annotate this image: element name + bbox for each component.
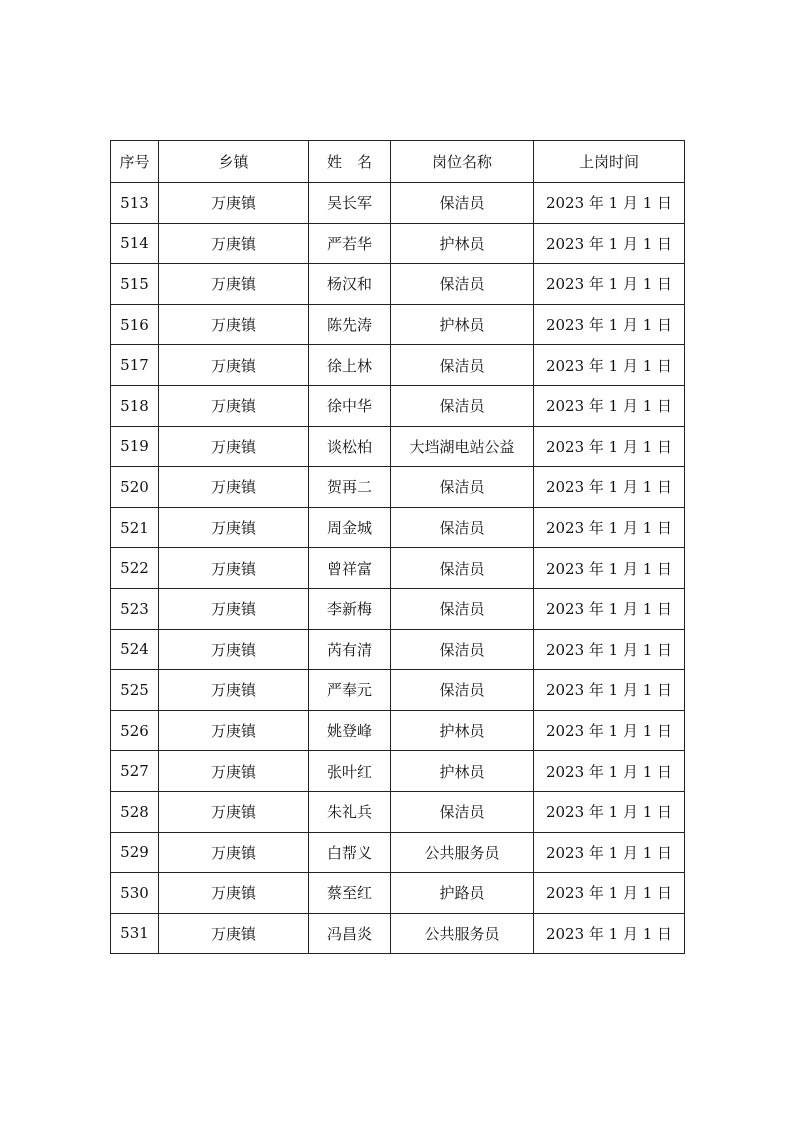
cell-serial-number: 523 [111, 588, 159, 629]
cell-start-date: 2023 年 1 月 1 日 [534, 426, 685, 467]
cell-position: 公共服务员 [391, 832, 534, 873]
cell-position: 护路员 [391, 873, 534, 914]
cell-township: 万庚镇 [159, 913, 309, 954]
cell-name: 徐上林 [309, 345, 391, 386]
cell-name: 蔡至红 [309, 873, 391, 914]
cell-name: 冯昌炎 [309, 913, 391, 954]
cell-start-date: 2023 年 1 月 1 日 [534, 791, 685, 832]
cell-position: 保洁员 [391, 507, 534, 548]
cell-name: 陈先涛 [309, 304, 391, 345]
header-serial-number: 序号 [111, 141, 159, 183]
cell-position: 保洁员 [391, 629, 534, 670]
table-row [111, 223, 685, 264]
cell-position: 护林员 [391, 710, 534, 751]
cell-start-date: 2023 年 1 月 1 日 [534, 507, 685, 548]
cell-name: 徐中华 [309, 385, 391, 426]
cell-serial-number: 527 [111, 751, 159, 792]
cell-township: 万庚镇 [159, 385, 309, 426]
cell-serial-number: 526 [111, 710, 159, 751]
table-header [111, 141, 685, 183]
cell-township: 万庚镇 [159, 548, 309, 589]
cell-serial-number: 517 [111, 345, 159, 386]
table-row [111, 304, 685, 345]
cell-start-date: 2023 年 1 月 1 日 [534, 588, 685, 629]
header-start-date: 上岗时间 [534, 141, 685, 183]
cell-serial-number: 525 [111, 670, 159, 711]
cell-serial-number: 524 [111, 629, 159, 670]
cell-name: 曾祥富 [309, 548, 391, 589]
cell-position: 保洁员 [391, 467, 534, 508]
cell-start-date: 2023 年 1 月 1 日 [534, 304, 685, 345]
cell-name: 贺再二 [309, 467, 391, 508]
cell-name: 芮有清 [309, 629, 391, 670]
table-row [111, 629, 685, 670]
cell-start-date: 2023 年 1 月 1 日 [534, 223, 685, 264]
header-name: 姓 名 [309, 141, 391, 183]
cell-name: 严若华 [309, 223, 391, 264]
cell-serial-number: 515 [111, 264, 159, 305]
cell-start-date: 2023 年 1 月 1 日 [534, 913, 685, 954]
cell-name: 张叶红 [309, 751, 391, 792]
cell-position: 保洁员 [391, 670, 534, 711]
table-row [111, 345, 685, 386]
table-row [111, 670, 685, 711]
cell-township: 万庚镇 [159, 507, 309, 548]
cell-township: 万庚镇 [159, 264, 309, 305]
table-row [111, 264, 685, 305]
cell-serial-number: 531 [111, 913, 159, 954]
table-row [111, 913, 685, 954]
cell-position: 保洁员 [391, 264, 534, 305]
table-row [111, 467, 685, 508]
cell-position: 护林员 [391, 304, 534, 345]
cell-serial-number: 518 [111, 385, 159, 426]
cell-township: 万庚镇 [159, 751, 309, 792]
table-row [111, 832, 685, 873]
cell-start-date: 2023 年 1 月 1 日 [534, 873, 685, 914]
cell-position: 护林员 [391, 751, 534, 792]
cell-start-date: 2023 年 1 月 1 日 [534, 629, 685, 670]
cell-start-date: 2023 年 1 月 1 日 [534, 670, 685, 711]
cell-position: 公共服务员 [391, 913, 534, 954]
cell-serial-number: 514 [111, 223, 159, 264]
cell-township: 万庚镇 [159, 873, 309, 914]
cell-name: 杨汉和 [309, 264, 391, 305]
table-row [111, 873, 685, 914]
table-row [111, 548, 685, 589]
cell-name: 白帮义 [309, 832, 391, 873]
cell-position: 大垱湖电站公益 [391, 426, 534, 467]
cell-position: 保洁员 [391, 183, 534, 224]
cell-serial-number: 513 [111, 183, 159, 224]
cell-position: 保洁员 [391, 791, 534, 832]
table-row [111, 507, 685, 548]
cell-start-date: 2023 年 1 月 1 日 [534, 385, 685, 426]
cell-start-date: 2023 年 1 月 1 日 [534, 751, 685, 792]
cell-township: 万庚镇 [159, 345, 309, 386]
cell-township: 万庚镇 [159, 304, 309, 345]
cell-serial-number: 528 [111, 791, 159, 832]
cell-name: 朱礼兵 [309, 791, 391, 832]
cell-position: 保洁员 [391, 548, 534, 589]
cell-position: 保洁员 [391, 345, 534, 386]
table-row [111, 183, 685, 224]
header-township: 乡镇 [159, 141, 309, 183]
cell-serial-number: 521 [111, 507, 159, 548]
cell-name: 吴长军 [309, 183, 391, 224]
cell-serial-number: 519 [111, 426, 159, 467]
table-row [111, 588, 685, 629]
cell-position: 保洁员 [391, 588, 534, 629]
table-body [111, 183, 685, 954]
cell-township: 万庚镇 [159, 710, 309, 751]
cell-position: 保洁员 [391, 385, 534, 426]
cell-name: 姚登峰 [309, 710, 391, 751]
cell-serial-number: 520 [111, 467, 159, 508]
cell-township: 万庚镇 [159, 629, 309, 670]
cell-township: 万庚镇 [159, 467, 309, 508]
cell-serial-number: 516 [111, 304, 159, 345]
cell-start-date: 2023 年 1 月 1 日 [534, 832, 685, 873]
cell-start-date: 2023 年 1 月 1 日 [534, 548, 685, 589]
table-row [111, 710, 685, 751]
cell-township: 万庚镇 [159, 588, 309, 629]
cell-start-date: 2023 年 1 月 1 日 [534, 264, 685, 305]
header-row [111, 141, 685, 183]
cell-start-date: 2023 年 1 月 1 日 [534, 710, 685, 751]
cell-start-date: 2023 年 1 月 1 日 [534, 345, 685, 386]
cell-position: 护林员 [391, 223, 534, 264]
cell-start-date: 2023 年 1 月 1 日 [534, 467, 685, 508]
table-row [111, 426, 685, 467]
cell-township: 万庚镇 [159, 426, 309, 467]
personnel-table [110, 140, 685, 954]
cell-serial-number: 529 [111, 832, 159, 873]
cell-name: 李新梅 [309, 588, 391, 629]
cell-township: 万庚镇 [159, 832, 309, 873]
cell-name: 周金城 [309, 507, 391, 548]
cell-township: 万庚镇 [159, 223, 309, 264]
cell-township: 万庚镇 [159, 791, 309, 832]
header-position: 岗位名称 [391, 141, 534, 183]
cell-township: 万庚镇 [159, 183, 309, 224]
table-row [111, 385, 685, 426]
cell-name: 严奉元 [309, 670, 391, 711]
cell-name: 谈松柏 [309, 426, 391, 467]
cell-start-date: 2023 年 1 月 1 日 [534, 183, 685, 224]
cell-township: 万庚镇 [159, 670, 309, 711]
table-row [111, 751, 685, 792]
table-row [111, 791, 685, 832]
cell-serial-number: 522 [111, 548, 159, 589]
cell-serial-number: 530 [111, 873, 159, 914]
